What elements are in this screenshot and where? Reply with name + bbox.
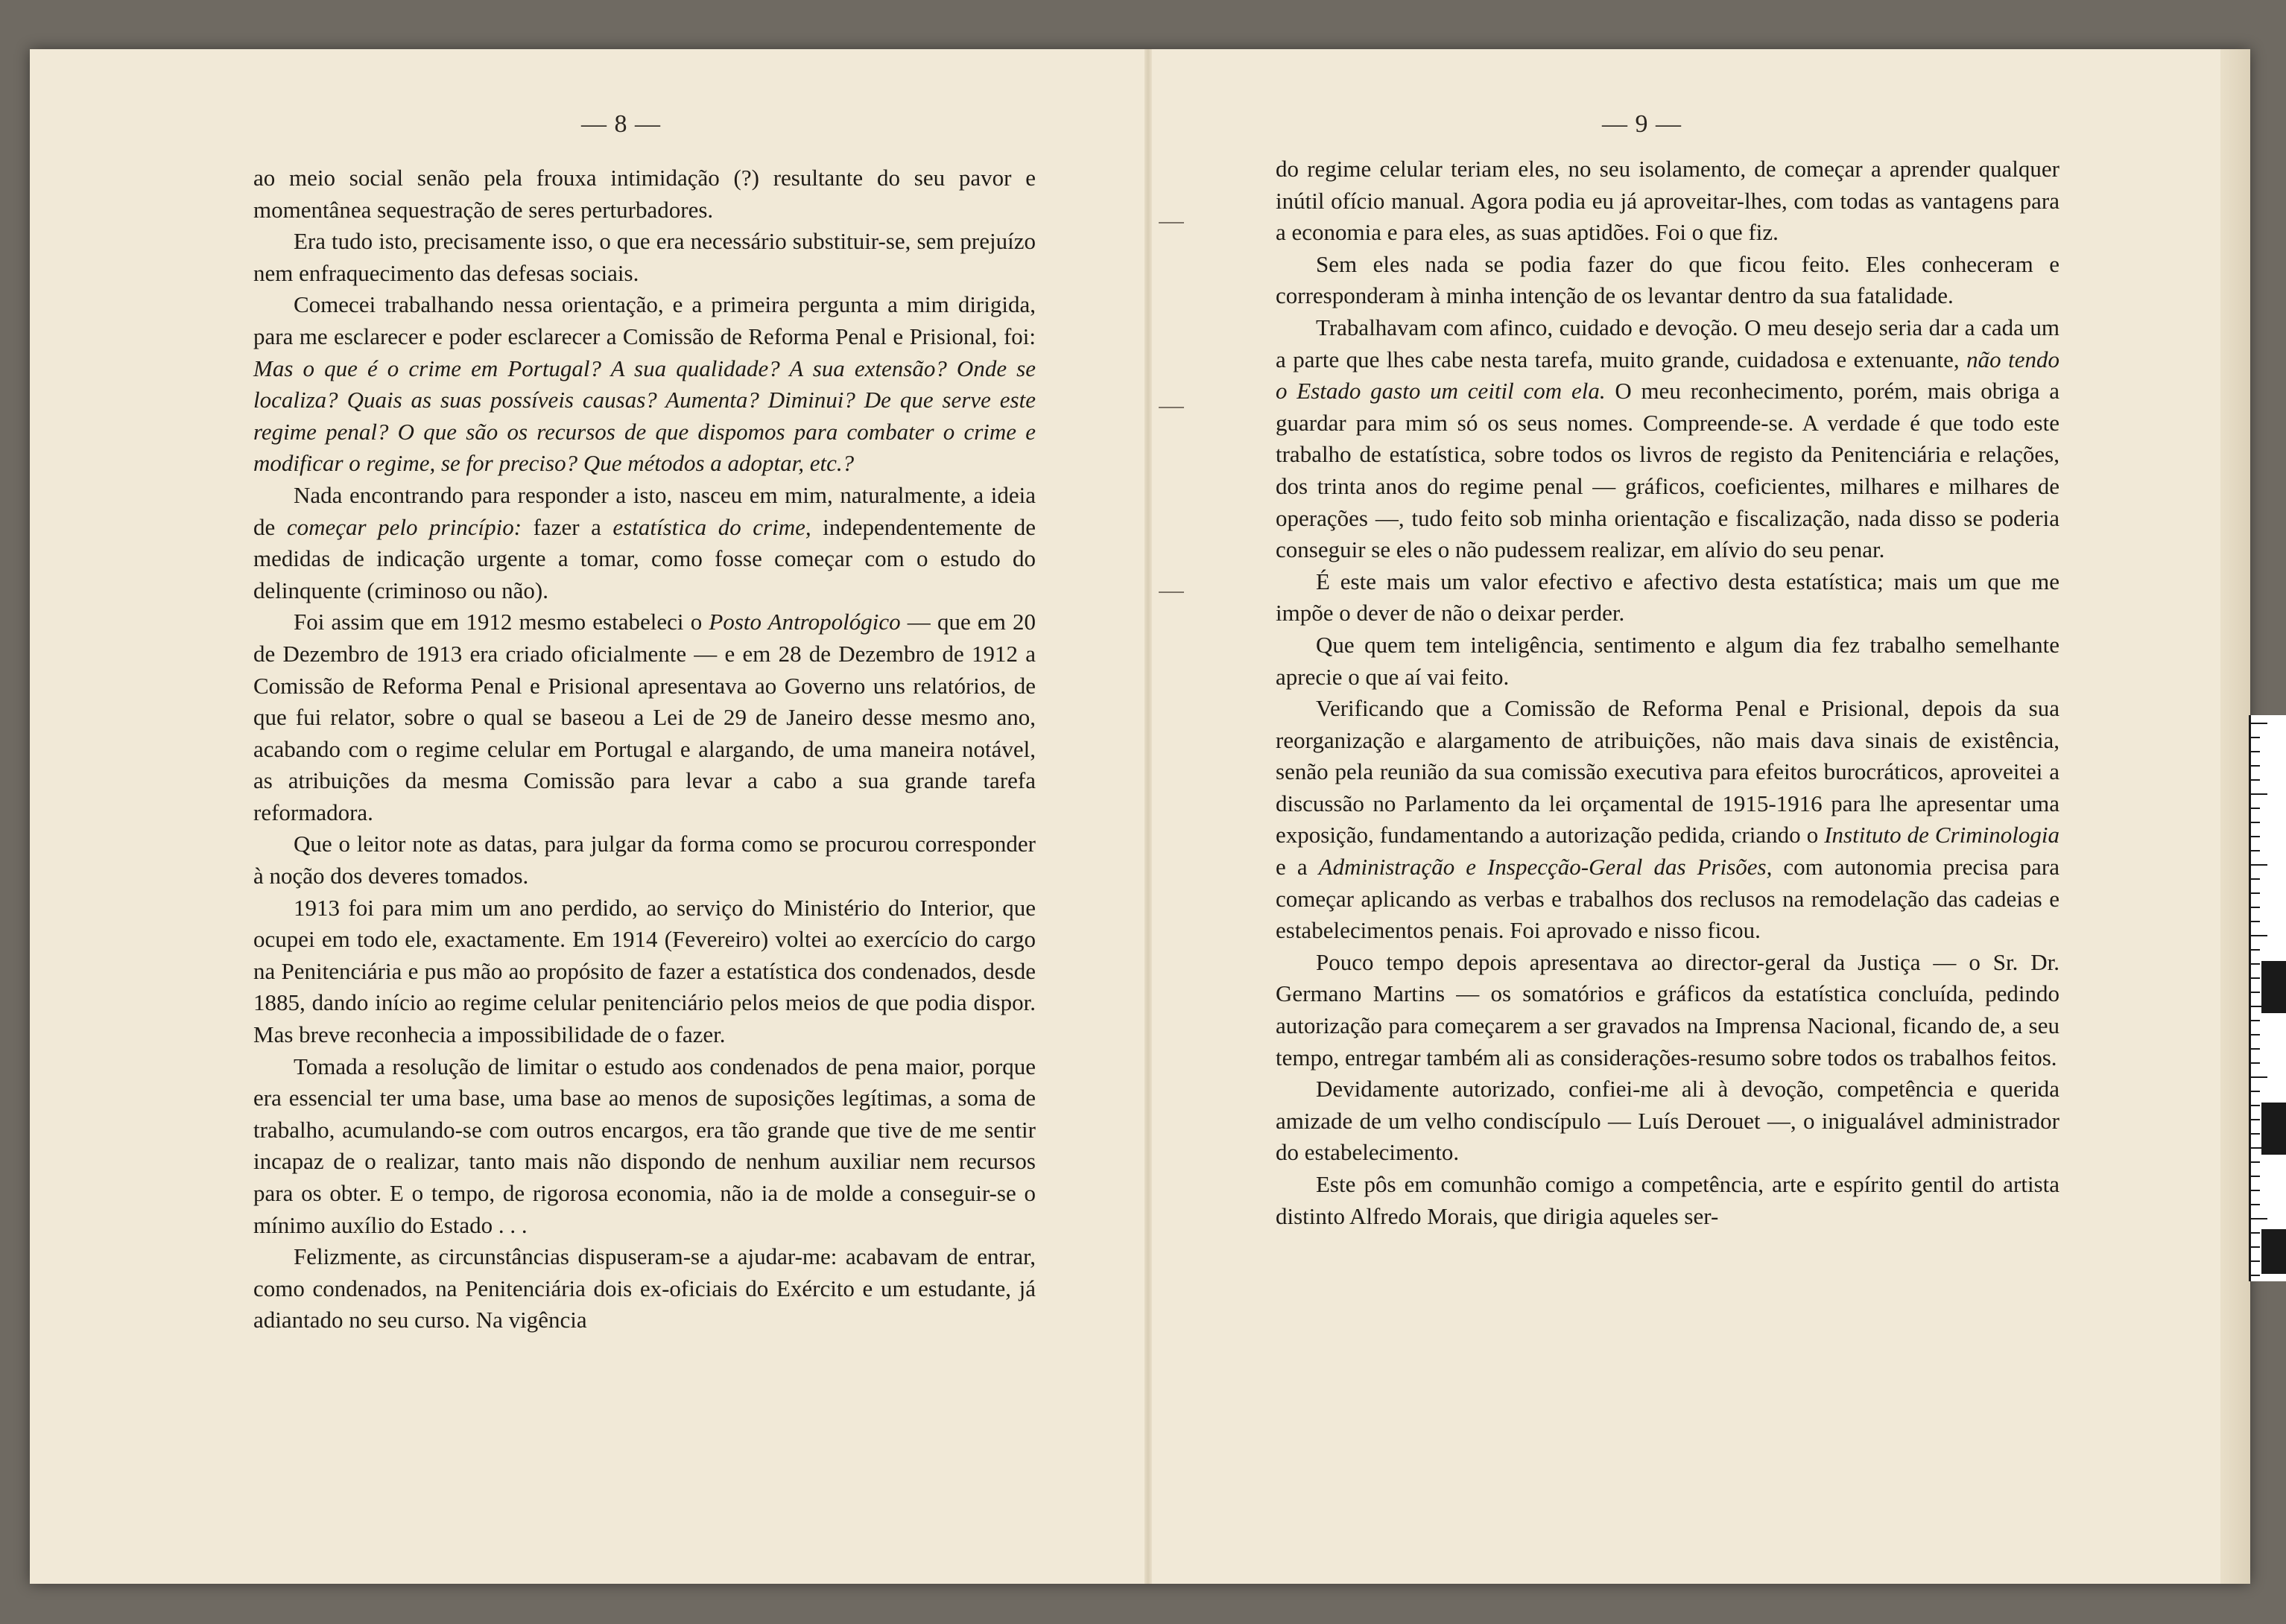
ruler-tick	[2251, 1232, 2260, 1234]
scale-ruler	[2249, 715, 2286, 1281]
ruler-tick	[2251, 1062, 2260, 1064]
paragraph	[1276, 312, 2059, 566]
page-number-left: — 8 —	[581, 110, 661, 138]
paragraph	[1276, 693, 2059, 947]
italic-text: estatística do crime,	[612, 513, 811, 540]
text-run: do regime celular teriam eles, no seu isolamento, de começar a aprender qualquer inútil ofício manual. Agora podia eu já aproveitar-lhes, com todas as vantagens para a economia e para eles, as suas aptidões. Foi o que fiz.	[1276, 156, 2059, 246]
binding-stitch	[1159, 407, 1184, 408]
ruler-tick	[2251, 765, 2260, 767]
paragraph	[253, 606, 1036, 828]
text-run: Devidamente autorizado, confiei-me ali à devoção, competência e querida amizade de um velho condiscípulo — Luís Derouet —, o inigualável administrador do estabelecimento.	[1276, 1076, 2059, 1166]
italic-text: começar pelo princípio:	[286, 513, 522, 540]
ruler-tick	[2251, 1020, 2260, 1021]
italic-text: Instituto de Criminologia	[1824, 822, 2059, 849]
paragraph	[253, 828, 1036, 892]
ruler-band	[2261, 961, 2286, 1013]
text-run: Era tudo isto, precisamente isso, o que era necessário substituir-se, sem prejuízo nem enfraquecimento das defesas sociais.	[253, 228, 1036, 286]
ruler-tick	[2251, 977, 2260, 979]
ruler-tick	[2251, 779, 2260, 781]
ruler-band	[2261, 1229, 2286, 1274]
ruler-tick	[2251, 1161, 2260, 1163]
paragraph	[253, 226, 1036, 289]
italic-text: Mas o que é o crime em Portugal? A sua qualidade? A sua extensão? Onde se localiza? Quais as suas possíveis causas? Aumenta? Diminui? De que serve este regime penal? O que são os recursos de que dispomos para combater o crime e modificar o regime, se for preciso? Que métodos a adoptar, etc.?	[253, 355, 1036, 477]
text-run: Sem eles nada se podia fazer do que ficou feito. Eles conheceram e corresponderam à minha intenção de os levantar dentro da sua fatalidade.	[1276, 250, 2059, 309]
ruler-tick	[2251, 935, 2267, 936]
text-run: Tomada a resolução de limitar o estudo aos condenados de pena maior, porque era essencial ter uma base, uma base ao menos de suposições legítimas, a soma de trabalho, acumulando-se com outros encargos, era tão grande que tive de me sentir incapaz de o realizar, tanto mais não dispondo de nenhum auxiliar nem recursos para os obter. E o tempo, de rigorosa economia, não ia de molde a conseguir-se o mínimo auxílio do Estado . . .	[253, 1053, 1036, 1238]
italic-text: não tendo o Estado gasto um ceitil com ela.	[1276, 346, 2059, 405]
text-run: O meu reconhecimento, porém, mais obriga a guardar para mim só os seus nomes. Compreende-se. A verdade é que todo este trabalho de estatística, sobre todos os livros de registo da Penitenciária e relações, dos trinta anos do regime penal — gráficos, coeficientes, milhares e milhares de operações —, tudo feito sob minha orientação e fiscalização, nada disso se poderia conseguir se eles o não pudessem realizar, em alívio do seu penar.	[1276, 378, 2059, 563]
ruler-tick	[2251, 836, 2260, 837]
binding-stitch	[1159, 591, 1184, 593]
ruler-tick	[2251, 850, 2260, 851]
text-run: Que o leitor note as datas, para julgar da forma como se procurou corresponder à noção dos deveres tomados.	[253, 831, 1036, 889]
paragraph	[253, 480, 1036, 606]
ruler-tick	[2251, 1218, 2267, 1219]
paragraph	[1276, 566, 2059, 629]
text-run: e a	[1276, 854, 1319, 881]
paragraph	[253, 162, 1036, 226]
paragraph	[1276, 1073, 2059, 1169]
text-run: 1913 foi para mim um ano perdido, ao serviço do Ministério do Interior, que ocupei em todo ele, exactamente. Em 1914 (Fevereiro) voltei ao exercício do cargo na Penitenciária e pus mão ao propósito de fazer a estatística dos condenados, desde 1885, dando início ao regime celular penitenciário pelos meios de que podia dispor. Mas breve reconhecia a impossibilidade de o fazer.	[253, 894, 1036, 1048]
text-run: Trabalhavam com afinco, cuidado e devoção. O meu desejo seria dar a cada um a parte que lhes cabe nesta tarefa, muito grande, cuidadosa e extenuante,	[1276, 314, 2059, 372]
text-run: ao meio social senão pela frouxa intimidação (?) resultante do seu pavor e momentânea sequestração de seres perturbadores.	[253, 165, 1036, 223]
italic-text: Posto Antropológico	[709, 609, 901, 635]
ruler-tick	[2251, 1260, 2260, 1262]
page-edge	[2220, 49, 2250, 1584]
paragraph	[1276, 947, 2059, 1073]
ruler-tick	[2251, 1105, 2260, 1106]
ruler-tick	[2251, 864, 2267, 866]
text-run: independentemente de medidas de indicação urgente a tomar, como fosse começar com o estudo do delinquente (criminoso ou não).	[253, 513, 1036, 603]
text-run: Foi assim que em 1912 mesmo estabeleci o	[294, 609, 709, 635]
ruler-tick	[2251, 949, 2260, 951]
ruler-band	[2261, 1103, 2286, 1155]
text-run: Felizmente, as circunstâncias dispuseram-se a ajudar-me: acabavam de entrar, como condenados, na Penitenciária dois ex-oficiais do Exército e um estudante, já adiantado no seu curso. Na vigência	[253, 1243, 1036, 1333]
left-page-text	[253, 162, 1036, 1336]
ruler-tick	[2251, 1091, 2260, 1092]
text-run: Que quem tem inteligência, sentimento e algum dia fez trabalho semelhante aprecie o que aí vai feito.	[1276, 631, 2059, 690]
ruler-tick	[2251, 1275, 2260, 1276]
ruler-tick	[2251, 963, 2260, 965]
ruler-tick	[2251, 822, 2260, 823]
paragraph	[253, 1051, 1036, 1242]
ruler-tick	[2251, 1076, 2267, 1078]
ruler-tick	[2251, 907, 2260, 908]
ruler-tick	[2251, 1119, 2260, 1120]
paragraph	[1276, 249, 2059, 312]
text-run: — que em 20 de Dezembro de 1913 era criado oficialmente — e em 28 de Dezembro de 1912 a Comissão de Reforma Penal e Prisional apresentava ao Governo uns relatórios, de que fui relator, sobre o qual se baseou a Lei de 29 de Janeiro desse mesmo ano, acabando com o regime celular em Portugal e alargando, de uma maneira notável, as atribuições da mesma Comissão para levar a cabo a sua grande tarefa reformadora.	[253, 609, 1036, 825]
text-run: fazer a	[522, 513, 613, 540]
text-run: Pouco tempo depois apresentava ao director-geral da Justiça — o Sr. Dr. Germano Martins — os somatórios e gráficos da estatística concluída, pedindo autorização para começarem a ser gravados na Imprensa Nacional, ficando de, a seu tempo, entregar também ali as considerações-resumo sobre todos os trabalhos feitos.	[1276, 948, 2059, 1070]
paragraph	[1276, 153, 2059, 249]
ruler-tick	[2251, 737, 2260, 738]
ruler-tick	[2251, 808, 2260, 809]
paragraph	[253, 892, 1036, 1051]
page-number-right: — 9 —	[1602, 110, 1682, 138]
italic-text: Administração e Inspecção-Geral das Prisões,	[1318, 854, 1773, 881]
text-run: Este pôs em comunhão comigo a competência, arte e espírito gentil do artista distinto Alfredo Morais, que dirigia aqueles ser-	[1276, 1171, 2059, 1229]
text-run: com autonomia precisa para começar aplicando as verbas e trabalhos dos reclusos na remodelação das cadeias e estabelecimentos penais. Foi aprovado e nisso ficou.	[1276, 854, 2059, 944]
ruler-tick	[2251, 892, 2260, 894]
text-run: Comecei trabalhando nessa orientação, e a primeira pergunta a mim dirigida, para me esclarecer e poder esclarecer a Comissão de Reforma Penal e Prisional, foi:	[253, 291, 1036, 349]
text-run: Nada encontrando para responder a isto, nasceu em mim, naturalmente, a ideia de	[253, 481, 1036, 540]
ruler-tick	[2251, 1048, 2260, 1050]
ruler-tick	[2251, 1176, 2260, 1177]
ruler-tick	[2251, 723, 2267, 724]
ruler-tick	[2251, 1034, 2260, 1035]
text-run: Verificando que a Comissão de Reforma Penal e Prisional, depois da sua reorganização e alargamento de atribuições, não mais dava sinais de existência, senão pela reunião da sua comissão executiva para efeitos burocráticos, aproveitei a discussão no Parlamento da lei orçamental de 1915-1916 para lhe apresentar uma exposição, fundamentando a autorização pedida, criando o	[1276, 695, 2059, 849]
ruler-tick	[2251, 1204, 2260, 1205]
text-run: É este mais um valor efectivo e afectivo desta estatística; mais um que me impõe o dever de não o deixar perder.	[1276, 568, 2059, 627]
ruler-tick	[2251, 992, 2260, 993]
book-spread	[30, 49, 2250, 1584]
ruler-tick	[2251, 878, 2260, 880]
ruler-tick	[2251, 1190, 2260, 1191]
ruler-tick	[2251, 793, 2267, 795]
paragraph	[253, 289, 1036, 480]
book-gutter	[1144, 49, 1152, 1584]
paragraph	[1276, 1169, 2059, 1232]
ruler-tick	[2251, 921, 2260, 922]
right-page-text	[1276, 153, 2059, 1232]
ruler-tick	[2251, 1246, 2260, 1248]
ruler-tick	[2251, 1133, 2260, 1135]
paragraph	[253, 1241, 1036, 1336]
ruler-tick	[2251, 751, 2260, 752]
paragraph	[1276, 629, 2059, 693]
binding-stitch	[1159, 222, 1184, 223]
